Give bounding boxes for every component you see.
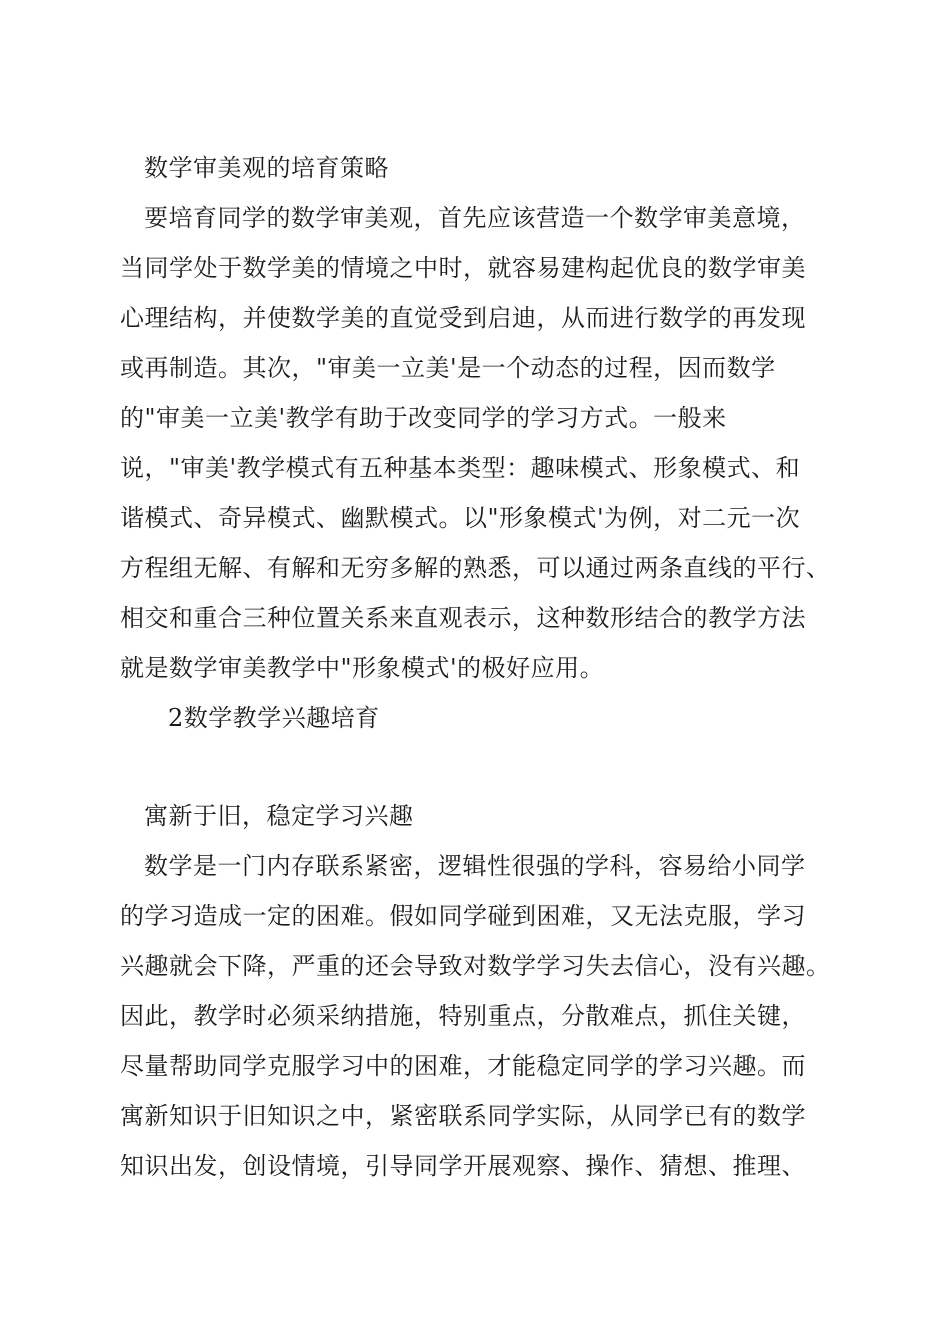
paragraph-line: 知识出发，创设情境，引导同学开展观察、操作、猜想、推理、 [120, 1152, 806, 1180]
paragraph-line: 数学是一门内存联系紧密，逻辑性很强的学科，容易给小同学 [144, 852, 806, 880]
section-heading-interest: 2数学教学兴趣培育 [168, 704, 380, 732]
paragraph-line: 要培育同学的数学审美观，首先应该营造一个数学审美意境， [144, 204, 806, 232]
paragraph-line: 当同学处于数学美的情境之中时，就容易建构起优良的数学审美 [120, 254, 806, 282]
paragraph-line: 就是数学审美教学中"形象模式'的极好应用。 [120, 654, 605, 682]
paragraph-line: 的学习造成一定的困难。假如同学碰到困难，又无法克服，学习 [120, 902, 806, 930]
paragraph-line: 因此，教学时必须采纳措施，特别重点，分散难点，抓住关键， [120, 1002, 806, 1030]
paragraph-line: 尽量帮助同学克服学习中的困难，才能稳定同学的学习兴趣。而 [120, 1052, 806, 1080]
section-heading-stabilize: 寓新于旧，稳定学习兴趣 [144, 802, 414, 830]
paragraph-line: 或再制造。其次，"审美一立美'是一个动态的过程，因而数学 [120, 354, 776, 382]
paragraph-line: 方程组无解、有解和无穷多解的熟悉，可以通过两条直线的平行、 [120, 554, 831, 582]
paragraph-line: 心理结构，并使数学美的直觉受到启迪，从而进行数学的再发现 [120, 304, 806, 332]
section-heading-aesthetics: 数学审美观的培育策略 [144, 154, 389, 182]
paragraph-line: 兴趣就会下降，严重的还会导致对数学学习失去信心，没有兴趣。 [120, 952, 831, 980]
paragraph-line: 的"审美一立美'教学有助于改变同学的学习方式。一般来 [120, 404, 727, 432]
paragraph-line: 说，"审美'教学模式有五种基本类型：趣味模式、形象模式、和 [120, 454, 801, 482]
paragraph-line: 相交和重合三种位置关系来直观表示，这种数形结合的教学方法 [120, 604, 806, 632]
paragraph-line: 谐模式、奇异模式、幽默模式。以"形象模式'为例，对二元一次 [120, 504, 801, 532]
paragraph-line: 寓新知识于旧知识之中，紧密联系同学实际，从同学已有的数学 [120, 1102, 806, 1130]
